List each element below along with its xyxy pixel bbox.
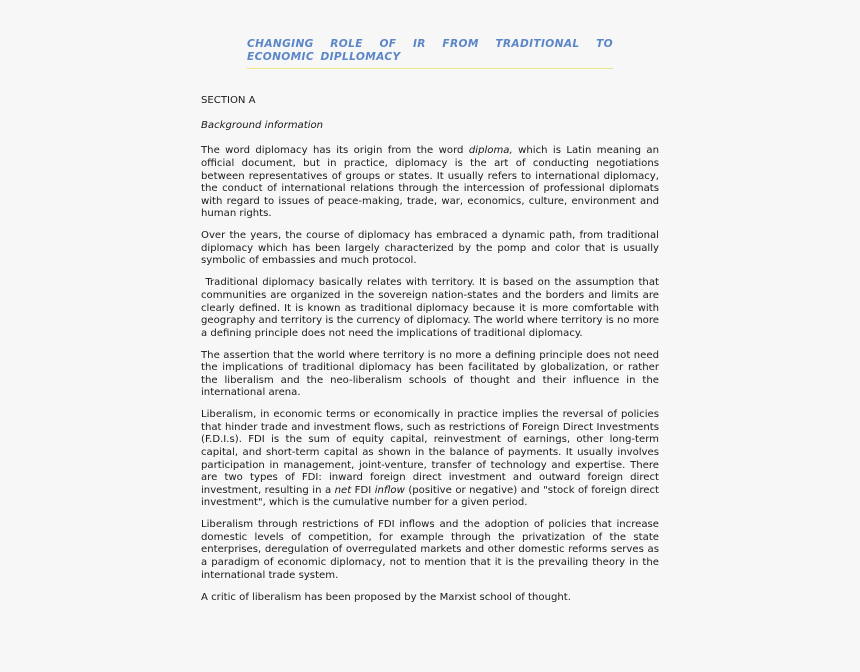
paragraph-text: The word diplomacy has its origin from the word [201, 145, 469, 157]
paragraph-4 [201, 350, 659, 400]
paragraph-text: Liberalism through restrictions of FDI inflows and the adoption of policies that increase domestic levels of competition, for example through the privatization of the state enterprises, deregulation of overregulated markets and other domestic reforms serves as a paradigm of economic diplomacy, not to mention that it is the prevailing theory in the international trade system. [201, 519, 659, 581]
paragraph-text: The assertion that the world where territory is no more a defining principle does not need the implications of traditional diplomacy has been facilitated by globalization, or rather the liberalism and the neo-liberalism schools of thought and their influence in the international arena. [201, 349, 659, 399]
paragraph-1 [201, 145, 659, 221]
paragraph-2 [201, 230, 659, 268]
paragraph-italic-text: diploma, [468, 145, 513, 157]
subheading: Background information [201, 120, 324, 132]
paragraph-6 [201, 519, 659, 582]
paragraph-3 [201, 277, 663, 340]
paragraph-5 [201, 409, 659, 510]
document-title: CHANGING ROLE OF IR FROM TRADITIONAL TO ECONOMIC DIPLLOMACY [247, 38, 613, 69]
paragraph-text: Traditional diplomacy basically relates with territory. It is based on the assumption that communities are organized in the sovereign nation-states and the borders and limits are clearly defined. It is known as traditional diplomacy because it is more comfortable with geography and territory is the currency of diplomacy. The world where territory is no more a defining principle does not need the implications of traditional diplomacy. [201, 277, 663, 339]
paragraph-7 [201, 592, 659, 605]
paragraph-text: FDI [351, 484, 375, 496]
paragraph-italic-text: inflow [374, 484, 405, 496]
paragraph-text: (positive or negative) and "stock of foreign direct investment", which is the cumulative number for a given period. [201, 484, 660, 509]
paragraph-text: A critic of liberalism has been proposed by the Marxist school of thought. [201, 591, 571, 603]
paragraph-italic-text: net [334, 484, 352, 496]
paragraph-text: which is Latin meaning an official document, but in practice, diplomacy is the art of conducting negotiations between representatives of groups or states. It usually refers to international diplomacy, the conduct of international relations through the intercession of professional diplomats with regard to issues of peace-making, trade, war, economics, culture, environment and human rights. [201, 145, 659, 220]
paragraph-text: Over the years, the course of diplomacy has embraced a dynamic path, from traditional diplomacy which has been largely characterized by the pomp and color that is usually symbolic of embassies and much protocol. [201, 230, 659, 267]
paragraph-text: Liberalism, in economic terms or economically in practice implies the reversal of policies that hinder trade and investment flows, such as restrictions of Foreign Direct Investments (F.D.I.s). FDI is the sum of equity capital, reinvestment of earnings, other long-term capital, and short-term capital as shown in the balance of payments. It usually involves participation in management, joint-venture, transfer of technology and expertise. There are two types of FDI: inward foreign direct investment and outward foreign direct investment, resulting in a [201, 409, 659, 496]
document-body [201, 95, 663, 613]
section-heading: SECTION A [201, 95, 256, 106]
